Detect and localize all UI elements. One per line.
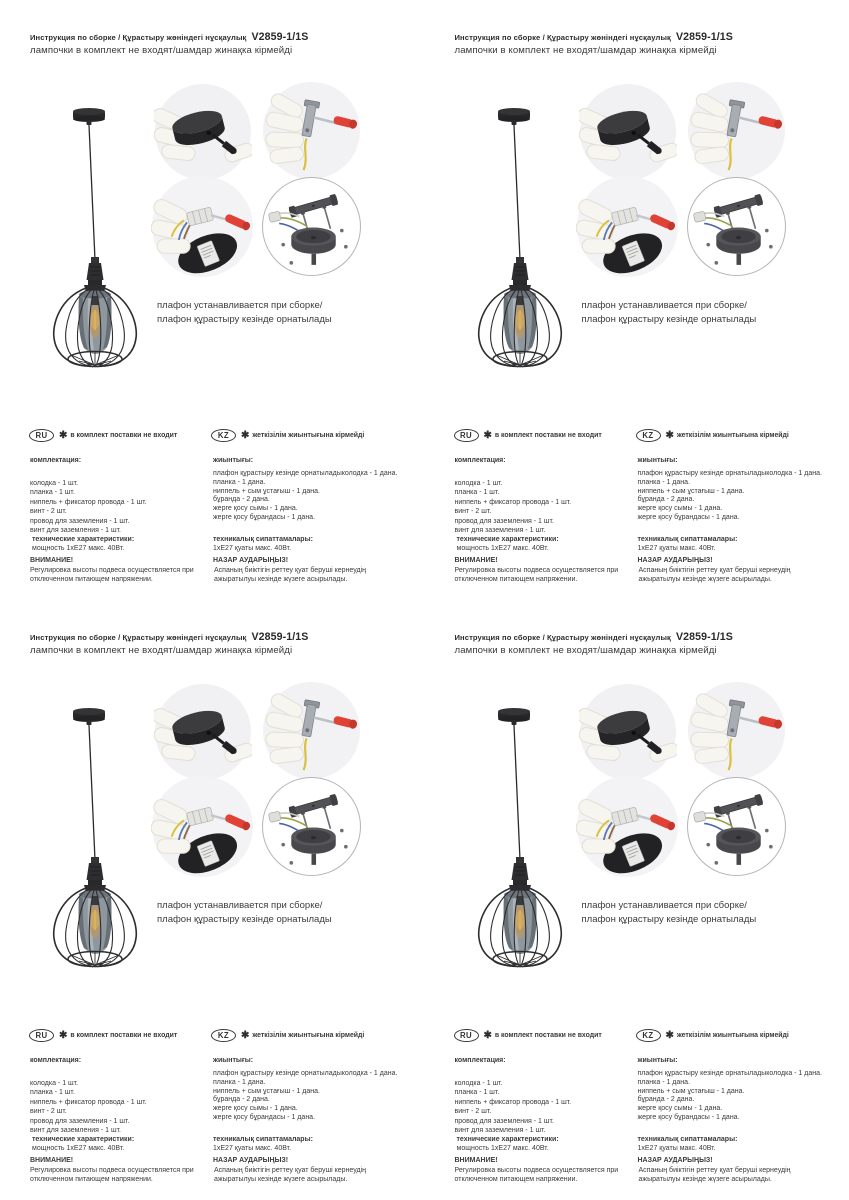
- bracket-screw-icon: [262, 81, 361, 180]
- ru-tech-label: технические характеристики:: [456, 1136, 559, 1143]
- ru-language-badge: RU: [29, 1029, 54, 1042]
- ru-kit-item: винт для заземления - 1 шт.: [454, 527, 546, 535]
- ru-kit-item: ниппель + фиксатор провода - 1 шт.: [30, 498, 147, 506]
- ru-note-row: [29, 429, 177, 442]
- asterisk-icon: ✱: [241, 430, 250, 441]
- kz-note-row: [636, 429, 789, 442]
- plafond-note-kz: плафон құрастыру кезінде орнатылады: [157, 313, 332, 325]
- ru-kit-item: колодка - 1 шт.: [454, 1080, 503, 1087]
- wire-connection-photo: [576, 175, 679, 278]
- kz-warning-title: НАЗАР АУДАРЫҢЫЗ!: [213, 1157, 289, 1164]
- ru-tech-label: технические характеристики:: [32, 1136, 135, 1143]
- kz-kit-item: ниппель + сым ұстағыш - 1 дана.: [637, 487, 745, 495]
- canopy-fastening-icon: [154, 683, 252, 781]
- plafond-assembly-note: [582, 899, 757, 926]
- wire-connection-icon: [576, 775, 679, 878]
- mounting-diagram-icon: [686, 776, 787, 877]
- ru-kit-label: комплектация:: [30, 1057, 82, 1064]
- canopy-fastening-icon: [154, 83, 252, 181]
- ru-kit-list: [455, 1079, 572, 1135]
- kz-tech-value: 1хЕ27 қуаты макс. 40Вт.: [213, 1145, 292, 1152]
- canopy-fastening-photo: [579, 683, 677, 781]
- asterisk-icon: ✱: [241, 1030, 250, 1041]
- pendant-lamp-icon: [469, 702, 581, 984]
- plafond-note-kz: плафон құрастыру кезінде орнатылады: [581, 913, 757, 925]
- bracket-screw-icon: [687, 681, 786, 780]
- kz-kit-item: жерге қосу сымы - 1 дана.: [637, 1105, 723, 1113]
- ru-kit-item: винт - 2 шт.: [454, 508, 492, 516]
- ru-kit-item: планка - 1 шт.: [454, 1089, 500, 1097]
- ru-warning-text: Регулировка высоты подвеса осуществляется при отключенном питающем напряжении.: [30, 1167, 194, 1184]
- kz-note-row: [636, 1029, 789, 1042]
- ru-kit-label: комплектация:: [454, 1057, 506, 1064]
- kz-warning-text: Аспаның биіктігін реттеу қуат беруші кернеудің ажыратылуы кезінде жүзеге асырылады.: [214, 1167, 367, 1184]
- sheet-header: [30, 31, 308, 56]
- model-number: V2859-1/1S: [251, 631, 309, 643]
- kz-language-badge: KZ: [211, 429, 236, 442]
- plafond-note-ru: плафон устанавливается при сборке/: [157, 900, 323, 911]
- sheet-title: [455, 31, 733, 43]
- kz-note-row: [211, 429, 364, 442]
- ru-warning-text: Регулировка высоты подвеса осуществляется при отключенном питающем напряжении.: [454, 1167, 619, 1184]
- ru-kit-item: ниппель + фиксатор провода - 1 шт.: [454, 1098, 572, 1106]
- ru-kit-item: провод для заземления - 1 шт.: [30, 1117, 130, 1125]
- ru-kit-item: винт - 2 шт.: [30, 508, 67, 516]
- ru-warning-title: ВНИМАНИЕ!: [454, 557, 498, 564]
- ru-kit-list: [30, 1079, 147, 1135]
- plafond-note-kz: плафон құрастыру кезінде орнатылады: [157, 913, 332, 925]
- ru-kit-label: комплектация:: [30, 457, 82, 464]
- kz-kit-item: жерге қосу сымы - 1 дана.: [213, 505, 298, 513]
- kz-kit-item: плафон құрастыру кезінде орнатыладыколодка - 1 дана.: [637, 1070, 822, 1077]
- plafond-note-ru: плафон устанавливается при сборке/: [157, 300, 323, 311]
- ru-tech-value: мощность 1хЕ27 макс. 40Вт.: [32, 545, 125, 552]
- sheet-subtitle: лампочки в комплект не входят/шамдар жинақка кірмейді: [30, 644, 293, 656]
- kz-kit-item: бұранда - 2 дана.: [213, 496, 270, 504]
- kz-kit-item: ниппель + сым ұстағыш - 1 дана.: [213, 487, 320, 495]
- asterisk-icon: ✱: [665, 1030, 674, 1041]
- kz-language-badge: KZ: [636, 429, 661, 442]
- sheet-subtitle: лампочки в комплект не входят/шамдар жинақка кірмейді: [454, 644, 717, 656]
- kz-kit-item: планка - 1 дана.: [213, 478, 266, 486]
- sheet-header: [455, 31, 733, 56]
- kz-tech-label: техникалық сипаттамалары:: [637, 1136, 738, 1143]
- kz-kit-item: ниппель + сым ұстағыш - 1 дана.: [637, 1087, 745, 1095]
- canopy-fastening-photo: [154, 683, 252, 781]
- plafond-note-kz: плафон құрастыру кезінде орнатылады: [581, 313, 757, 325]
- model-number: V2859-1/1S: [675, 31, 733, 43]
- kz-language-badge: KZ: [211, 1029, 236, 1042]
- pendant-lamp-icon: [469, 102, 581, 384]
- ru-asterisk-note: в комплект поставки не входит: [494, 432, 602, 439]
- bracket-screw-photo: [687, 681, 786, 780]
- kz-kit-label: жиынтығы:: [637, 457, 678, 464]
- kz-kit-list: [213, 470, 397, 523]
- ru-warning-title: ВНИМАНИЕ!: [30, 1157, 74, 1164]
- kz-kit-item: бұранда - 2 дана.: [637, 1096, 695, 1104]
- model-number: V2859-1/1S: [675, 631, 733, 643]
- ru-kit-item: винт - 2 шт.: [30, 1108, 67, 1116]
- kz-warning-text: Аспаның биіктігін реттеу қуат беруші кернеудің ажыратылуы кезінде жүзеге асырылады.: [214, 567, 367, 584]
- kz-kit-item: жерге қосу бұрандасы - 1 дана.: [213, 513, 316, 521]
- ru-tech-value: мощность 1хЕ27 макс. 40Вт.: [32, 1145, 125, 1152]
- model-number: V2859-1/1S: [251, 31, 309, 43]
- canopy-fastening-icon: [579, 683, 677, 781]
- ru-language-badge: RU: [454, 1029, 479, 1042]
- sheet-header: [30, 631, 308, 656]
- kz-language-badge: KZ: [636, 1029, 661, 1042]
- instruction-sheet-quadrant: [425, 600, 849, 1200]
- ru-warning-title: ВНИМАНИЕ!: [30, 557, 74, 564]
- asterisk-icon: ✱: [665, 430, 674, 441]
- kz-tech-label: техникалық сипаттамалары:: [213, 536, 313, 543]
- bracket-screw-icon: [687, 81, 786, 180]
- pendant-lamp-illustration: [469, 102, 581, 384]
- kz-kit-item: жерге қосу сымы - 1 дана.: [213, 1105, 298, 1113]
- title-text: Инструкция по сборке / Құрастыру жөніндегі нұсқаулық: [30, 33, 247, 42]
- kz-kit-item: ниппель + сым ұстағыш - 1 дана.: [213, 1087, 320, 1095]
- ru-kit-item: планка - 1 шт.: [30, 1089, 75, 1097]
- wire-connection-icon: [151, 175, 254, 278]
- ru-tech-label: технические характеристики:: [456, 536, 559, 543]
- kz-kit-item: жерге қосу бұрандасы - 1 дана.: [637, 1113, 740, 1121]
- ru-kit-item: винт для заземления - 1 шт.: [30, 1127, 122, 1135]
- title-text: Инструкция по сборке / Құрастыру жөніндегі нұсқаулық: [454, 33, 671, 42]
- canopy-fastening-icon: [579, 83, 677, 181]
- ru-kit-item: ниппель + фиксатор провода - 1 шт.: [454, 498, 572, 506]
- plafond-note-ru: плафон устанавливается при сборке/: [581, 900, 747, 911]
- kz-kit-item: планка - 1 дана.: [637, 478, 690, 486]
- asterisk-icon: ✱: [483, 1030, 492, 1041]
- kz-kit-item: бұранда - 2 дана.: [213, 1096, 270, 1104]
- ru-kit-item: провод для заземления - 1 шт.: [30, 517, 130, 525]
- kz-warning-title: НАЗАР АУДАРЫҢЫЗ!: [637, 1157, 713, 1164]
- pendant-lamp-illustration: [44, 102, 156, 384]
- ru-asterisk-note: в комплект поставки не входит: [494, 1032, 602, 1039]
- kz-warning-text: Аспаның биіктігін реттеу қуат беруші кернеудің ажыратылуы кезінде жүзеге асырылады.: [638, 567, 791, 584]
- wire-connection-photo: [576, 775, 679, 878]
- instruction-sheet-quadrant: [0, 0, 425, 600]
- ru-note-row: [454, 429, 602, 442]
- pendant-lamp-icon: [44, 702, 156, 984]
- ru-kit-item: колодка - 1 шт.: [454, 480, 503, 487]
- ru-warning-text: Регулировка высоты подвеса осуществляется при отключенном питающем напряжении.: [454, 567, 619, 584]
- kz-kit-item: плафон құрастыру кезінде орнатыладыколодка - 1 дана.: [213, 470, 398, 477]
- ru-tech-value: мощность 1хЕ27 макс. 40Вт.: [456, 1145, 549, 1152]
- kz-kit-list: [213, 1070, 397, 1123]
- ru-tech-label: технические характеристики:: [32, 536, 135, 543]
- kz-kit-item: планка - 1 дана.: [213, 1078, 266, 1086]
- sheet-subtitle: лампочки в комплект не входят/шамдар жинақка кірмейді: [30, 44, 293, 56]
- kz-asterisk-note: жеткізілім жиынтығына кірмейді: [676, 1032, 789, 1039]
- plafond-assembly-note: [157, 899, 332, 926]
- ru-kit-item: провод для заземления - 1 шт.: [454, 517, 554, 525]
- kz-kit-item: планка - 1 дана.: [637, 1078, 690, 1086]
- ru-asterisk-note: в комплект поставки не входит: [70, 432, 178, 439]
- kz-warning-title: НАЗАР АУДАРЫҢЫЗ!: [637, 557, 713, 564]
- kz-kit-item: жерге қосу бұрандасы - 1 дана.: [213, 1113, 316, 1121]
- kz-tech-label: техникалық сипаттамалары:: [637, 536, 738, 543]
- wire-connection-icon: [151, 775, 254, 878]
- mounting-exploded-diagram: [686, 776, 787, 877]
- mounting-exploded-diagram: [686, 176, 787, 277]
- ru-language-badge: RU: [29, 429, 54, 442]
- ru-asterisk-note: в комплект поставки не входит: [70, 1032, 178, 1039]
- mounting-diagram-icon: [261, 776, 362, 877]
- ru-kit-label: комплектация:: [454, 457, 506, 464]
- mounting-exploded-diagram: [261, 176, 362, 277]
- ru-kit-item: ниппель + фиксатор провода - 1 шт.: [30, 1098, 147, 1106]
- asterisk-icon: ✱: [59, 1030, 68, 1041]
- bracket-screw-photo: [262, 681, 361, 780]
- kz-kit-item: жерге қосу бұрандасы - 1 дана.: [637, 513, 740, 521]
- ru-warning-title: ВНИМАНИЕ!: [454, 1157, 498, 1164]
- ru-warning-text: Регулировка высоты подвеса осуществляется при отключенном питающем напряжении.: [30, 567, 194, 584]
- kz-kit-item: плафон құрастыру кезінде орнатыладыколодка - 1 дана.: [637, 470, 822, 477]
- kz-warning-title: НАЗАР АУДАРЫҢЫЗ!: [213, 557, 289, 564]
- kz-kit-item: бұранда - 2 дана.: [637, 496, 695, 504]
- kz-kit-item: плафон құрастыру кезінде орнатыладыколодка - 1 дана.: [213, 1070, 398, 1077]
- wire-connection-photo: [151, 175, 254, 278]
- mounting-exploded-diagram: [261, 776, 362, 877]
- kz-note-row: [211, 1029, 364, 1042]
- instruction-sheet-quadrant: [425, 0, 849, 600]
- sheet-title: [30, 31, 308, 43]
- title-text: Инструкция по сборке / Құрастыру жөніндегі нұсқаулық: [454, 633, 671, 642]
- kz-kit-label: жиынтығы:: [637, 1057, 678, 1064]
- kz-kit-label: жиынтығы:: [213, 457, 254, 464]
- wire-connection-icon: [576, 175, 679, 278]
- ru-kit-item: планка - 1 шт.: [454, 489, 500, 497]
- sheet-title: [455, 631, 733, 643]
- kz-kit-item: жерге қосу сымы - 1 дана.: [637, 505, 723, 513]
- plafond-assembly-note: [582, 299, 757, 326]
- bracket-screw-photo: [262, 81, 361, 180]
- kz-asterisk-note: жеткізілім жиынтығына кірмейді: [676, 432, 789, 439]
- kz-tech-value: 1хЕ27 қуаты макс. 40Вт.: [637, 1145, 716, 1152]
- sheet-subtitle: лампочки в комплект не входят/шамдар жинақка кірмейді: [454, 44, 717, 56]
- kz-tech-value: 1хЕ27 қуаты макс. 40Вт.: [637, 545, 716, 552]
- bracket-screw-icon: [262, 681, 361, 780]
- ru-kit-item: винт для заземления - 1 шт.: [454, 1127, 546, 1135]
- mounting-diagram-icon: [261, 176, 362, 277]
- kz-kit-list: [638, 470, 822, 523]
- kz-kit-label: жиынтығы:: [213, 1057, 254, 1064]
- ru-tech-value: мощность 1хЕ27 макс. 40Вт.: [456, 545, 549, 552]
- kz-asterisk-note: жеткізілім жиынтығына кірмейді: [252, 432, 365, 439]
- sheet-header: [455, 631, 733, 656]
- instruction-sheet-quadrant: [0, 600, 425, 1200]
- ru-kit-item: винт - 2 шт.: [454, 1108, 492, 1116]
- bracket-screw-photo: [687, 81, 786, 180]
- mounting-diagram-icon: [686, 176, 787, 277]
- kz-asterisk-note: жеткізілім жиынтығына кірмейді: [252, 1032, 365, 1039]
- ru-kit-item: провод для заземления - 1 шт.: [454, 1117, 554, 1125]
- plafond-assembly-note: [157, 299, 332, 326]
- ru-kit-item: колодка - 1 шт.: [30, 480, 79, 487]
- kz-tech-value: 1хЕ27 қуаты макс. 40Вт.: [213, 545, 292, 552]
- kz-warning-text: Аспаның биіктігін реттеу қуат беруші кернеудің ажыратылуы кезінде жүзеге асырылады.: [638, 1167, 791, 1184]
- sheet-title: [30, 631, 308, 643]
- ru-kit-list: [455, 479, 572, 535]
- ru-note-row: [454, 1029, 602, 1042]
- plafond-note-ru: плафон устанавливается при сборке/: [581, 300, 747, 311]
- title-text: Инструкция по сборке / Құрастыру жөніндегі нұсқаулық: [30, 633, 247, 642]
- ru-note-row: [29, 1029, 177, 1042]
- pendant-lamp-illustration: [469, 702, 581, 984]
- asterisk-icon: ✱: [483, 430, 492, 441]
- pendant-lamp-icon: [44, 102, 156, 384]
- canopy-fastening-photo: [579, 83, 677, 181]
- wire-connection-photo: [151, 775, 254, 878]
- ru-language-badge: RU: [454, 429, 479, 442]
- kz-tech-label: техникалық сипаттамалары:: [213, 1136, 313, 1143]
- ru-kit-item: винт для заземления - 1 шт.: [30, 527, 122, 535]
- ru-kit-item: планка - 1 шт.: [30, 489, 75, 497]
- asterisk-icon: ✱: [59, 430, 68, 441]
- pendant-lamp-illustration: [44, 702, 156, 984]
- ru-kit-item: колодка - 1 шт.: [30, 1080, 79, 1087]
- canopy-fastening-photo: [154, 83, 252, 181]
- kz-kit-list: [638, 1070, 822, 1123]
- ru-kit-list: [30, 479, 147, 535]
